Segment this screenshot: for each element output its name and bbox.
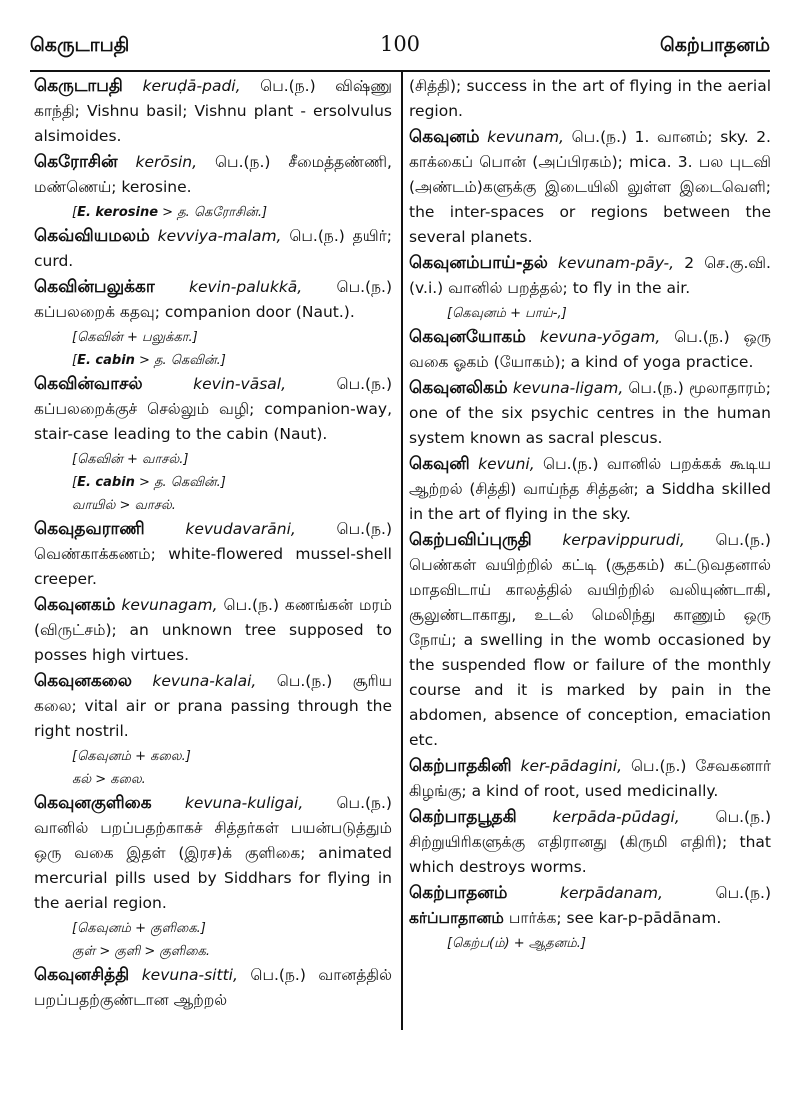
transliteration: kevuna-kuligai, [184, 794, 304, 812]
etymology-text: > த. கெவின்.] [134, 475, 226, 490]
etymology [72, 326, 392, 349]
dictionary-entry [409, 754, 771, 804]
etymology [72, 917, 392, 940]
definition: பெ.(ந.) வானில் பறப்பதற்காகச் சித்தர்கள் பயன்படுத்தும் ஒரு வகை இதள் (இரச)க் குளிகை; animated mercurial pills used by Siddhars for flying in the aerial region. [34, 794, 392, 912]
page-number: 100 [379, 32, 421, 56]
page-header [30, 30, 770, 70]
definition: பெ.(ந.) கணங்கன் மரம் (விருட்சம்); an unknown tree supposed to posses high virtues. [34, 596, 392, 664]
etymology-text: வாயில் > வாசல். [72, 498, 176, 513]
headword: கெவ்வியமலம் [34, 226, 150, 246]
left-column [34, 74, 392, 1014]
etymology-text: > த. கெரோசின்.] [158, 205, 268, 220]
dictionary-entry [34, 74, 392, 149]
headword: கெவின்வாசல் [34, 374, 143, 394]
headword: கெவுதவராணி [34, 519, 145, 539]
definition: பெ.(ந.) சேவகனார் கிழங்கு; a kind of root, used medicinally. [409, 757, 771, 800]
etymology [72, 448, 392, 471]
dictionary-entry [409, 125, 771, 250]
headword: கெற்பாதபூதகி [409, 807, 517, 827]
definition: பெ.(ந.) ஒரு வகை ஓகம் (யோகம்); a kind of yoga practice. [409, 328, 771, 371]
definition: பெ.(ந.) மூலாதாரம்; one of the six psychic centres in the human system known as sacral plescus. [409, 379, 771, 447]
etymology [72, 940, 392, 963]
dictionary-entry [34, 224, 392, 274]
headword: கெவுனகலை [34, 671, 132, 691]
transliteration: kevunam-pāy-, [558, 254, 675, 272]
dictionary-entry [409, 376, 771, 451]
etymology-text: [கெவின் + வாசல்.] [72, 452, 189, 467]
dictionary-entry [34, 372, 392, 447]
headword: கெருடாபதி [34, 76, 123, 96]
headword: கெரோசின் [34, 152, 118, 172]
transliteration: keruḍā-padi, [142, 77, 241, 95]
etymology [447, 932, 771, 955]
transliteration: kevudavarāni, [185, 520, 296, 538]
headword: கெவுனம்பாய்-தல் [409, 253, 548, 273]
definition: 2 செ.கு.வி. (v.i.) வானில் பறத்தல்; to fly in the air. [409, 254, 771, 297]
headword: கெவின்பலுக்கா [34, 277, 155, 297]
headword: கெவுனயோகம் [409, 327, 526, 347]
definition-cont: பார்க்க; see kar-p-pādānam. [508, 909, 722, 927]
dictionary-entry [34, 517, 392, 592]
dictionary-entry [34, 150, 392, 200]
transliteration: kevuna-sitti, [141, 966, 238, 984]
header-rule [30, 70, 770, 72]
right-column [409, 74, 771, 955]
definition: பெ.(ந.) தயிர்; curd. [34, 227, 392, 270]
dictionary-entry [409, 452, 771, 527]
etymology-text: [கெவின் + பலுக்கா.] [72, 330, 198, 345]
headword: கெற்பாதகினி [409, 756, 512, 776]
headword: கெவுனகுளிகை [34, 793, 152, 813]
cross-reference: கர்ப்பாதானம் [409, 909, 504, 927]
dictionary-entry [34, 669, 392, 744]
guide-word-right: கெற்பாதனம் [659, 34, 770, 56]
definition: பெ.(ந.) விஷ்ணு காந்தி; Vishnu basil; Vishnu plant - ersolvulus alsimoides. [34, 77, 392, 145]
etymology-source: E. cabin [77, 475, 135, 490]
etymology-text: [கெவுனம் + குளிகை.] [72, 921, 206, 936]
transliteration: kevviya-malam, [157, 227, 282, 245]
transliteration: kevunagam, [121, 596, 218, 614]
dictionary-entry [409, 325, 771, 375]
etymology [72, 494, 392, 517]
dictionary-entry [34, 963, 392, 1013]
transliteration: kevunam, [487, 128, 564, 146]
definition: பெ.(ந.) 1. வானம்; sky. 2. காக்கைப் பொன் (அப்பிரகம்); mica. 3. பல புடவி (அண்டம்)களுக்கு இடையிலி லுள்ள இடைவெளி; the inter-spaces or regions between the several planets. [409, 128, 771, 246]
headword: கெவுனலிகம் [409, 378, 508, 398]
etymology [72, 768, 392, 791]
transliteration: kevin-palukkā, [188, 278, 303, 296]
transliteration: kevuna-yōgam, [539, 328, 661, 346]
definition: பெ.(ந.) வானத்தில் பறப்பதற்குண்டான ஆற்றல் [34, 966, 392, 1009]
etymology [447, 302, 771, 325]
headword: கெவுனகம் [34, 595, 116, 615]
etymology-text: [கெவுனம் + பாய்-,] [447, 306, 567, 321]
definition: பெ.(ந.) வெண்காக்கணம்; white-flowered mussel-shell creeper. [34, 520, 392, 588]
etymology-text: [கெவுனம் + கலை.] [72, 749, 191, 764]
etymology-source: E. cabin [77, 353, 135, 368]
definition: பெ.(ந.) [715, 884, 771, 902]
etymology-text: கல் > கலை. [72, 772, 146, 787]
dictionary-entry [34, 275, 392, 325]
etymology-text: குள் > குளி > குளிகை. [72, 944, 210, 959]
etymology-text: [கெற்ப(ம்) + ஆதனம்.] [447, 936, 586, 951]
transliteration: kerpādanam, [560, 884, 663, 902]
transliteration: kevin-vāsal, [193, 375, 286, 393]
transliteration: kevuna-ligam, [512, 379, 624, 397]
column-divider [401, 72, 403, 1030]
headword: கெற்பவிப்புருதி [409, 530, 532, 550]
headword: கெற்பாதனம் [409, 883, 508, 903]
bracket-open: [ [72, 353, 78, 368]
dictionary-entry [409, 881, 771, 931]
definition: பெ.(ந.) சூரிய கலை; vital air or prana passing through the right nostril. [34, 672, 392, 740]
definition: பெ.(ந.) கப்பலறைக் கதவு; companion door (Naut.). [34, 278, 392, 321]
transliteration: kevuna-kalai, [152, 672, 257, 690]
definition: பெ.(ந.) கப்பலறைக்குச் செல்லும் வழி; companion-way, stair-case leading to the cabin (Naut). [34, 375, 392, 443]
dictionary-entry [34, 791, 392, 916]
etymology-source: E. kerosine [77, 205, 159, 220]
headword: கெவுனி [409, 454, 470, 474]
headword: கெவுனம் [409, 127, 480, 147]
transliteration: kerōsin, [135, 153, 198, 171]
etymology [72, 745, 392, 768]
dictionary-entry [409, 805, 771, 880]
definition: பெ.(ந.) வானில் பறக்கக் கூடிய ஆற்றல் (சித்தி) வாய்ந்த சித்தன்; a Siddha skilled in the art of flying in the sky. [409, 455, 771, 523]
transliteration: kerpavippurudi, [562, 531, 685, 549]
definition: பெ.(ந.) சீமைத்தண்ணி, மண்ணெய்; kerosine. [34, 153, 392, 196]
transliteration: ker-pādagini, [520, 757, 623, 775]
continued-text: (சித்தி); success in the art of flying in the aerial region. [409, 77, 771, 120]
bracket-open: [ [72, 475, 78, 490]
etymology-text: > த. கெவின்.] [134, 353, 226, 368]
etymology [72, 471, 392, 494]
dictionary-entry [409, 251, 771, 301]
bracket-open: [ [72, 205, 78, 220]
etymology [72, 201, 392, 224]
headword: கெவுனசித்தி [34, 965, 130, 985]
transliteration: kerpāda-pūdagi, [552, 808, 680, 826]
dictionary-entry [34, 593, 392, 668]
definition: பெ.(ந.) பெண்கள் வயிற்றில் கட்டி (சூதகம்) கட்டுவதனால் மாதவிடாய் காலத்தில் வயிற்றில் வலியுண்டாகி, சூலுண்டாகாது, உடல் மெலிந்து காணும் ஒரு நோய்; a swelling in the womb occasioned by the suspended flow or failure of the monthly course and it is marked by pain in the abdomen, absence of conception, emaciation etc. [409, 531, 771, 749]
definition: பெ.(ந.) சிற்றுயிரிகளுக்கு எதிரானது (கிருமி எதிரி); that which destroys worms. [409, 808, 771, 876]
etymology [72, 349, 392, 372]
transliteration: kevuni, [478, 455, 535, 473]
dictionary-entry [409, 528, 771, 753]
guide-word-left: கெருடாபதி [30, 34, 130, 56]
